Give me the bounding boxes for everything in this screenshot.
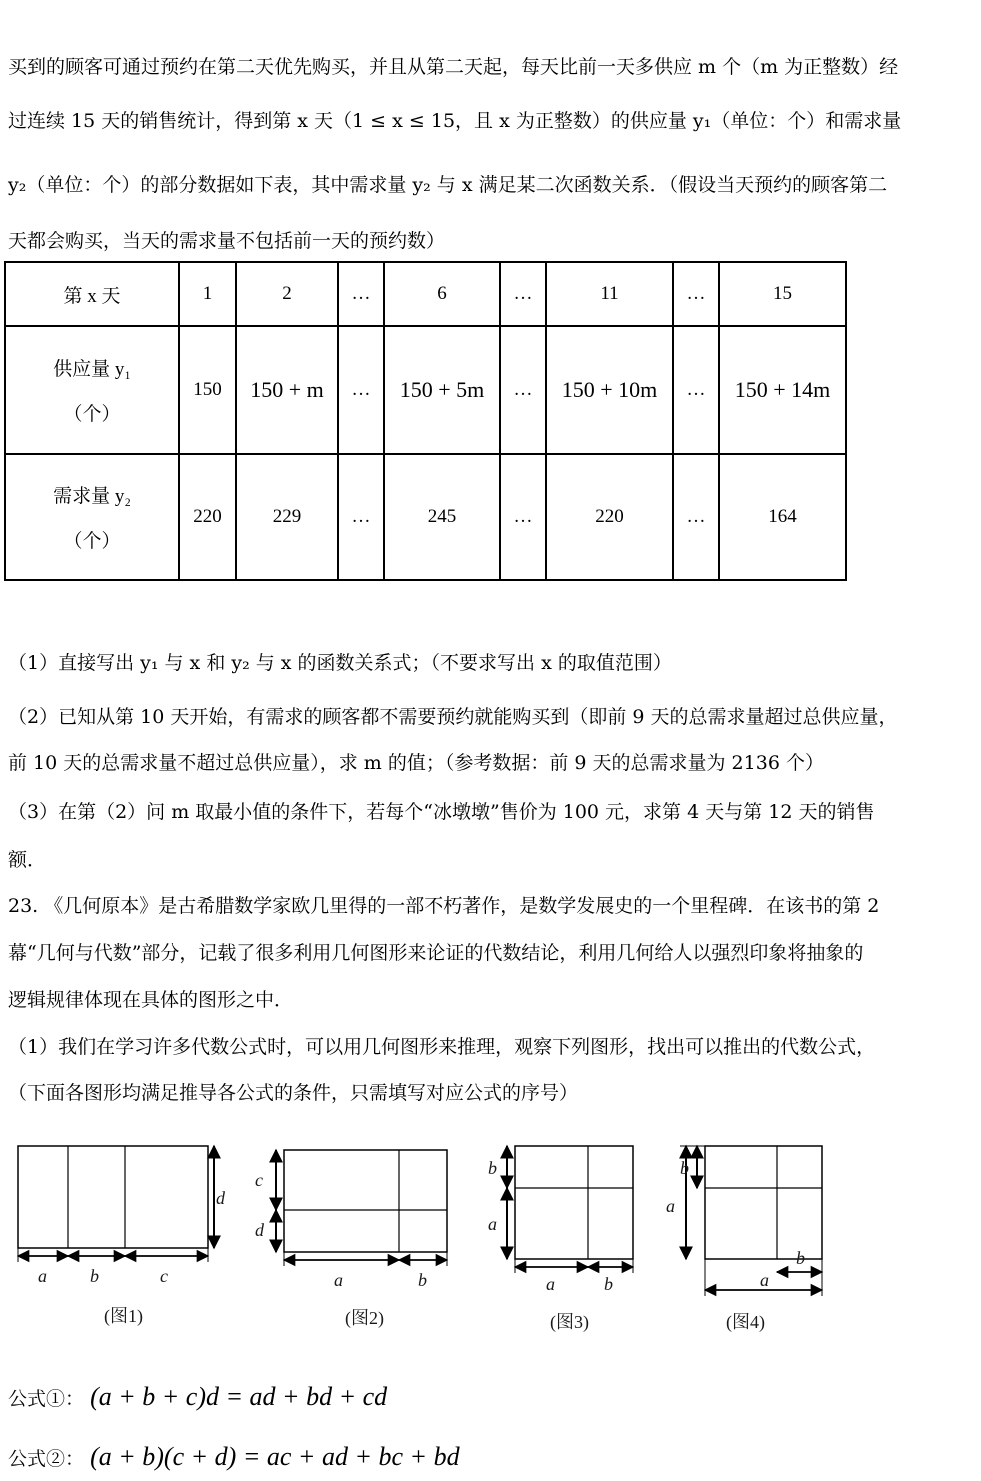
table-cell: 229	[236, 454, 338, 580]
table-header-day: 第 x 天	[5, 262, 179, 326]
table-cell: …	[673, 262, 719, 326]
paragraph-line-4: 天都会购买，当天的需求量不包括前一天的预约数）	[8, 230, 446, 252]
fig3-label-a-bottom: a	[546, 1274, 555, 1294]
demand-unit: （个）	[63, 531, 121, 552]
fig2-label-a: a	[334, 1270, 343, 1290]
table-header-demand	[5, 454, 179, 580]
question-3-line-2: 额．	[8, 849, 47, 871]
table-cell: 245	[384, 454, 500, 580]
table-row-demand	[5, 454, 846, 580]
paragraph-line-1: 买到的顾客可通过预约在第二天优先购买，并且从第二天起，每天比前一天多供应 m 个（m 为正整数）经	[8, 56, 899, 78]
fig4-label-b-left: b	[680, 1158, 689, 1178]
table-cell: …	[338, 262, 384, 326]
table-cell: 150 + 5m	[384, 326, 500, 454]
table-cell: …	[500, 326, 546, 454]
formula-1	[8, 1382, 387, 1412]
fig1-label-d: d	[216, 1188, 225, 1208]
table-cell: 2	[236, 262, 338, 326]
table-cell: …	[338, 326, 384, 454]
table-row-days	[5, 262, 846, 326]
figure-3	[488, 1146, 633, 1333]
formula-1-expression: (a + b + c)d = ad + bd + cd	[90, 1382, 388, 1411]
question-1: （1）直接写出 y₁ 与 x 和 y₂ 与 x 的函数关系式；（不要求写出 x 的取值范围）	[8, 652, 672, 674]
table-cell: 220	[179, 454, 236, 580]
table-cell: …	[338, 454, 384, 580]
fig1-caption: (图1)	[104, 1306, 143, 1326]
problem-23-line-5: （下面各图形均满足推导各公式的条件，只需填写对应公式的序号）	[8, 1082, 579, 1104]
table-cell: …	[500, 454, 546, 580]
table-cell: 11	[546, 262, 673, 326]
fig2-label-d: d	[255, 1220, 264, 1240]
paragraph-line-3: y₂（单位：个）的部分数据如下表，其中需求量 y₂ 与 x 满足某二次函数关系．（假设当天预约的顾客第二	[8, 174, 888, 196]
table-header-supply	[5, 326, 179, 454]
fig3-label-b-left: b	[488, 1158, 497, 1178]
table-cell: 150 + 10m	[546, 326, 673, 454]
formula-2	[8, 1442, 460, 1472]
fig1-label-b: b	[90, 1266, 99, 1286]
fig4-label-b-bottom: b	[796, 1248, 805, 1268]
table-cell: …	[673, 326, 719, 454]
paragraph-line-2: 过连续 15 天的销售统计，得到第 x 天（1 ≤ x ≤ 15，且 x 为正整数）的供应量 y₁（单位：个）和需求量	[8, 110, 902, 132]
fig2-label-b: b	[418, 1270, 427, 1290]
fig2-caption: (图2)	[345, 1308, 384, 1328]
table-cell: 150 + 14m	[719, 326, 846, 454]
fig3-label-b-bottom: b	[604, 1274, 613, 1294]
fig2-label-c: c	[255, 1170, 263, 1190]
table-cell: …	[673, 454, 719, 580]
figure-1	[18, 1146, 226, 1327]
demand-label: 需求量 y₂	[53, 486, 131, 507]
problem-23-line-2: 幕“几何与代数”部分，记载了很多利用几何图形来论证的代数结论，利用几何给人以强烈印象将抽象的	[8, 942, 864, 964]
fig3-caption: (图3)	[550, 1312, 589, 1332]
supply-label: 供应量 y₁	[53, 359, 131, 380]
geometry-figures	[0, 1130, 981, 1360]
table-cell: 220	[546, 454, 673, 580]
table-cell: 164	[719, 454, 846, 580]
table-cell: 15	[719, 262, 846, 326]
fig3-label-a-left: a	[488, 1214, 497, 1234]
fig1-label-c: c	[160, 1266, 168, 1286]
fig4-label-a-left: a	[666, 1196, 675, 1216]
fig4-caption: (图4)	[726, 1312, 765, 1332]
problem-23-line-1: 23. 《几何原本》是古希腊数学家欧几里得的一部不朽著作，是数学发展史的一个里程碑．在该书的第 2	[8, 895, 880, 917]
table-cell: 150 + m	[236, 326, 338, 454]
formula-2-expression: (a + b)(c + d) = ac + ad + bc + bd	[90, 1442, 460, 1471]
formula-2-label: 公式②：	[8, 1448, 85, 1470]
problem-23-line-4: （1）我们在学习许多代数公式时，可以用几何图形来推理，观察下列图形，找出可以推出的代数公式，	[8, 1036, 876, 1058]
table-row-supply	[5, 326, 846, 454]
question-3-line-1: （3）在第（2）问 m 取最小值的条件下，若每个“冰墩墩”售价为 100 元，求第 4 天与第 12 天的销售	[8, 801, 875, 823]
fig1-label-a: a	[38, 1266, 47, 1286]
figure-4	[666, 1146, 822, 1333]
table-cell: 6	[384, 262, 500, 326]
supply-demand-table	[4, 261, 847, 581]
question-2-line-1: （2）已知从第 10 天开始，有需求的顾客都不需要预约就能购买到（即前 9 天的总需求量超过总供应量，	[8, 706, 898, 728]
figure-2	[255, 1150, 447, 1329]
table-cell: …	[500, 262, 546, 326]
formula-1-label: 公式①：	[8, 1388, 85, 1410]
table-cell: 1	[179, 262, 236, 326]
table-cell: 150	[179, 326, 236, 454]
supply-unit: （个）	[63, 404, 121, 425]
question-2-line-2: 前 10 天的总需求量不超过总供应量），求 m 的值；（参考数据：前 9 天的总需求量为 2136 个）	[8, 752, 824, 774]
fig4-label-a-bottom: a	[760, 1270, 769, 1290]
problem-23-line-3: 逻辑规律体现在具体的图形之中．	[8, 989, 294, 1011]
